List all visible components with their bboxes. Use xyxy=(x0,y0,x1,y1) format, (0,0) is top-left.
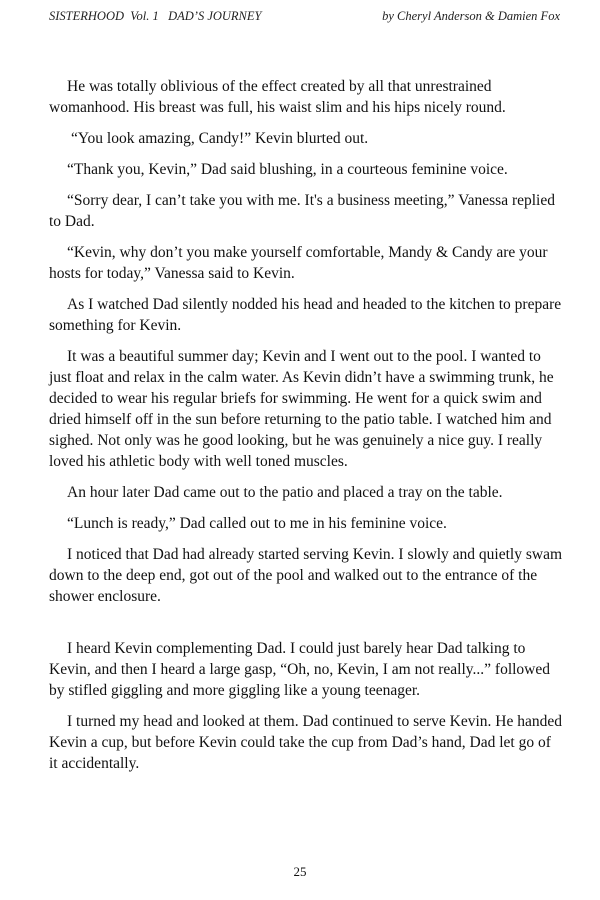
paragraph: It was a beautiful summer day; Kevin and I went out to the pool. I wanted to just float and relax in the calm water. As Kevin didn’t have a swimming trunk, he decided to wear his regular briefs for swimming. He went for a quick swim and dried himself off in the sun before returning to the patio table. I watched him and sighed. Not only was he good looking, but he was genuinely a nice guy. I really loved his athletic body with well toned muscles. xyxy=(49,348,554,470)
paragraph: I noticed that Dad had already started serving Kevin. I slowly and quietly swam down to the deep end, got out of the pool and walked out to the entrance of the shower enclosure. xyxy=(49,546,563,605)
paragraph: “Sorry dear, I can’t take you with me. It's a business meeting,” Vanessa replied to Dad. xyxy=(49,192,555,230)
paragraph: “You look amazing, Candy!” Kevin blurted out. xyxy=(71,130,369,147)
paragraph: I turned my head and looked at them. Dad continued to serve Kevin. He handed Kevin a cup, but before Kevin could take the cup from Dad’s hand, Dad let go of it accidentally. xyxy=(49,713,562,772)
paragraph: “Lunch is ready,” Dad called out to me in his feminine voice. xyxy=(67,515,447,532)
running-header xyxy=(49,9,560,24)
paragraph: I heard Kevin complementing Dad. I could just barely hear Dad talking to Kevin, and then I heard a large gasp, “Oh, no, Kevin, I am not really...” followed by stifled giggling and more giggling like a young teenager. xyxy=(49,640,551,699)
paragraph: As I watched Dad silently nodded his head and headed to the kitchen to prepare something for Kevin. xyxy=(49,296,562,334)
paragraph: An hour later Dad came out to the patio and placed a tray on the table. xyxy=(67,484,503,501)
page-number: 25 xyxy=(293,864,307,879)
paragraph: “Thank you, Kevin,” Dad said blushing, in a courteous feminine voice. xyxy=(67,161,508,178)
header-authors: by Cheryl Anderson & Damien Fox xyxy=(382,9,560,23)
paragraph: He was totally oblivious of the effect created by all that unrestrained womanhood. His breast was full, his waist slim and his hips nicely round. xyxy=(49,78,506,116)
header-title: SISTERHOOD Vol. 1 DAD’S JOURNEY xyxy=(49,9,262,23)
paragraph: “Kevin, why don’t you make yourself comfortable, Mandy & Candy are your hosts for today,” Vanessa said to Kevin. xyxy=(49,244,548,282)
body-text xyxy=(49,76,563,784)
